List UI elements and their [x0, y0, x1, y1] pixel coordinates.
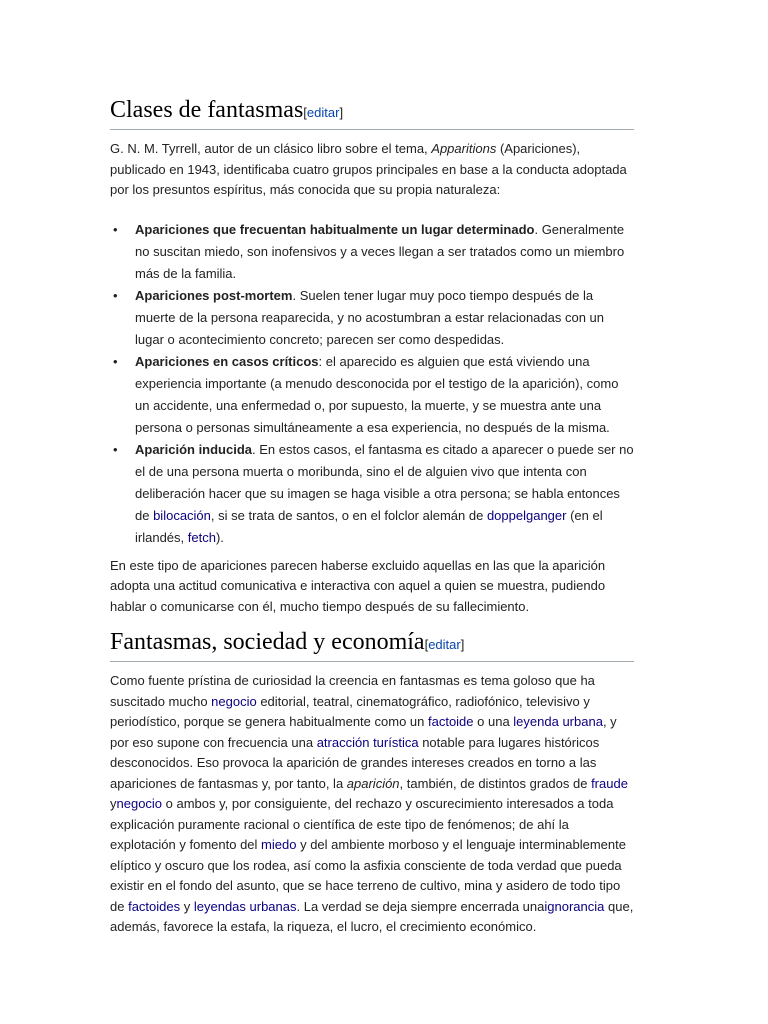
factoides-link[interactable]: factoides: [128, 898, 181, 914]
negocio-link[interactable]: negocio: [116, 796, 163, 811]
fetch-link[interactable]: fetch: [187, 529, 216, 545]
bullet-icon: •: [113, 287, 118, 303]
negocio-link[interactable]: negocio: [211, 693, 257, 709]
article-content: [110, 96, 634, 938]
section-heading-clases: [110, 96, 634, 130]
intro-paragraph: G. N. M. Tyrrell, autor de un clásico libro sobre el tema, Apparitions (Apariciones), publicado en 1943, identificaba cuatro grupos principales en base a la conducta adoptada por los presuntos espíritus, más conocida que su propia naturaleza:: [110, 141, 627, 197]
list-item: • Apariciones en casos críticos: el aparecido es alguien que está viviendo una experiencia importante (a menudo desconocida por el testigo de la aparición), como un accidente, una enfermedad o, por supuesto, la muerte, y se muestra ante una persona o personas simultáneamente a esa experiencia, no después de la misma.: [110, 351, 634, 439]
edit-section: [editar]: [303, 105, 344, 120]
doppelganger-link[interactable]: doppelganger: [486, 507, 567, 523]
edit-section: [editar]: [424, 637, 465, 652]
edit-link[interactable]: editar: [306, 105, 340, 120]
section-title: Fantasmas, sociedad y economía: [110, 629, 425, 655]
list-item: • Aparición inducida. En estos casos, el fantasma es citado a aparecer o puede ser no el de una persona muerta o moribunda, sino el de alguien vivo que intenta con deliberación hacer que su imagen se haga visible a otra persona; se habla entonces de bilocación, si se trata de santos, o en el folclor alemán de doppelganger (en el irlandés, fetch).: [110, 439, 634, 549]
leyendas-urbanas-link[interactable]: leyendas urbanas: [193, 898, 297, 914]
factoide-link[interactable]: factoide: [427, 714, 474, 729]
bullet-icon: •: [113, 353, 118, 369]
fraude-link[interactable]: fraude: [591, 775, 628, 791]
bullet-icon: •: [113, 221, 118, 237]
closing-paragraph: En este tipo de apariciones parecen haberse excluido aquellas en las que la aparición adopta una actitud comunicativa e interactiva con aquel a quien se muestra, pudiendo hablar o comunicarse con él, mucho tiempo después de su fallecimiento.: [110, 557, 606, 614]
bullet-icon: •: [113, 441, 118, 457]
section-title: Clases de fantasmas: [110, 97, 304, 123]
list-item: • Apariciones que frecuentan habitualmente un lugar determinado. Generalmente no suscitan miedo, son inofensivos y a veces llegan a ser tratados como un miembro más de la familia.: [110, 219, 634, 285]
ghost-types-list: [110, 219, 634, 549]
leyenda-urbana-link[interactable]: leyenda urbana: [513, 714, 603, 729]
section-heading-sociedad: [110, 628, 634, 662]
list-item: • Apariciones post-mortem. Suelen tener lugar muy poco tiempo después de la muerte de la persona reaparecida, y no acostumbran a estar relacionadas con un lugar o acontecimiento concreto; parecen ser como despedidas.: [110, 285, 634, 351]
economy-paragraph: Como fuente prístina de curiosidad la creencia en fantasmas es tema goloso que ha suscitado mucho negocio editorial, teatral, cinematográfico, radiofónico, televisivo y periodístico, porque se genera habitualmente como un factoide o una leyenda urbana, y por eso supone con frecuencia una atracción turística notable para lugares históricos desconocidos. Eso provoca la aparición de grandes intereses creados en torno a las apariciones de fantasmas y, por tanto, la aparición, también, de distintos grados de fraude ynegocio o ambos y, por consiguiente, del rechazo y oscurecimiento interesados a toda explicación puramente racional o científica de este tipo de fenómenos; de ahí la explotación y fomento del miedo y del ambiente morboso y el lenguaje interminablemente elíptico y oscuro que los rodea, así como la asfixia consciente de toda verdad que pueda existir en el fondo del asunto, que se hace terreno de cultivo, mina y asidero de todo tipo de factoides y leyendas urbanas. La verdad se deja siempre encerrada unaignorancia que, además, favorece la estafa, la riqueza, el lucro, el crecimiento económico.: [110, 673, 634, 934]
miedo-link[interactable]: miedo: [261, 837, 297, 852]
atraccion-turistica-link[interactable]: atracción turística: [316, 734, 419, 750]
ignorancia-link[interactable]: ignorancia: [544, 898, 605, 914]
edit-link[interactable]: editar: [428, 637, 461, 652]
bilocacion-link[interactable]: bilocación: [153, 507, 211, 523]
